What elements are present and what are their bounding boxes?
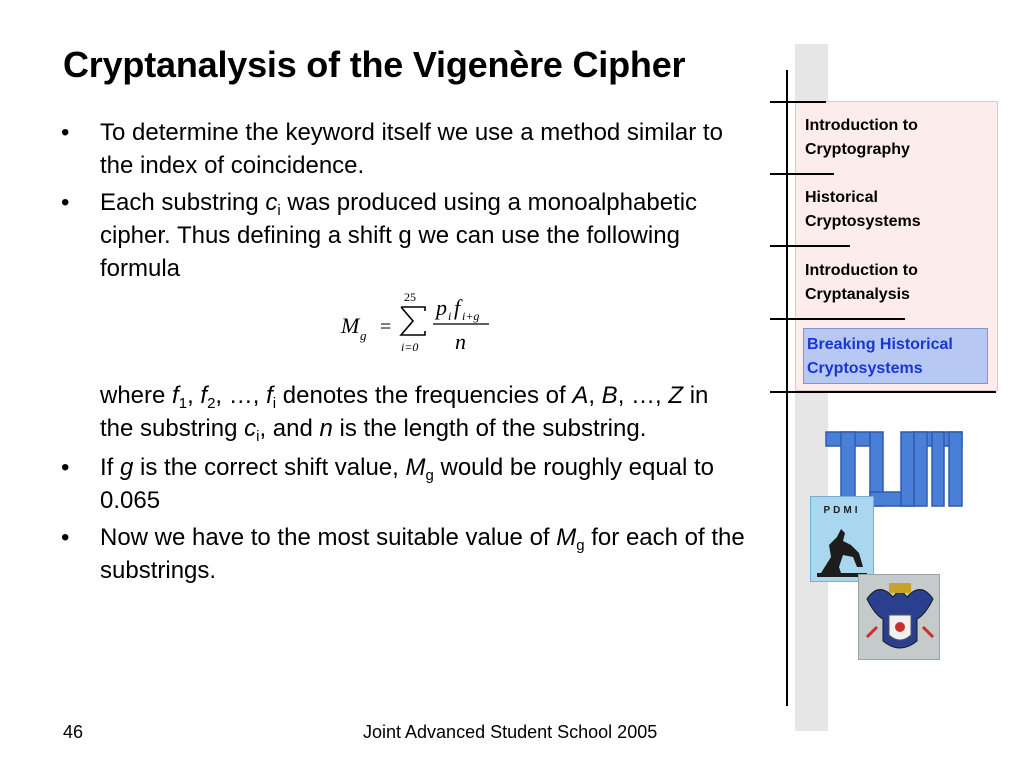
- bullet-dot: •: [61, 524, 70, 551]
- formula-block: [57, 289, 747, 373]
- formula-lower-bound: i=0: [401, 340, 419, 354]
- nav-item-intro-cryptanalysis[interactable]: [805, 259, 918, 307]
- page-number: 46: [63, 722, 84, 742]
- bullet-item: • Now we have to the most suitable value of $M_g$ for each of the substrings.: [57, 521, 747, 587]
- pdmi-logo: [810, 496, 874, 582]
- nav-item-label: Cryptanalysis: [805, 286, 910, 303]
- bullet-dot: •: [61, 189, 70, 216]
- nav-item-label: Breaking Historical: [807, 336, 953, 353]
- bullet-item: [57, 116, 747, 182]
- where-paragraph: where $f_1$, $f_2$, …, $f_i$ denotes the frequencies of A, B, …, Z in the substring $c_i$, and n is the length of the substring.: [100, 382, 709, 445]
- bullet-item: • If g is the correct shift value, $M_g$ would be roughly equal to 0.065: [57, 451, 747, 517]
- nav-divider: [770, 318, 905, 320]
- bullet-text: Each substring: [100, 189, 266, 216]
- horse-rider-icon: [811, 523, 873, 579]
- bullet-dot: •: [61, 119, 70, 146]
- vertical-rule: [786, 70, 788, 706]
- nav-divider: [770, 391, 996, 393]
- sigma-icon: [401, 307, 425, 335]
- slide-body: [57, 116, 747, 591]
- sum-formula: [337, 289, 537, 369]
- nav-item-label: Cryptosystems: [807, 360, 923, 377]
- nav-item-label: Cryptosystems: [805, 213, 921, 230]
- pdmi-logo-text: PDMI: [823, 505, 861, 516]
- formula-equals: =: [380, 316, 392, 338]
- eagle-crest-icon: [859, 575, 940, 660]
- footer-text: Joint Advanced Student School 2005: [363, 722, 658, 742]
- formula-num-f-sub: i+g: [462, 309, 480, 323]
- formula-lhs-sub: g: [360, 328, 367, 343]
- crest-logo: [858, 574, 940, 660]
- nav-item-label: Historical: [805, 189, 878, 206]
- formula-num-p: p: [436, 295, 447, 320]
- formula-num-f: f: [454, 295, 461, 320]
- bullet-text: To determine the keyword itself we use a method similar to the index of coincidence.: [100, 119, 723, 179]
- bullet-item: [57, 186, 747, 285]
- formula-lhs: M: [341, 313, 360, 338]
- formula-num-p-sub: i: [448, 309, 452, 323]
- nav-item-label: Introduction to: [805, 117, 918, 134]
- formula-denominator: n: [455, 329, 466, 354]
- nav-divider: [770, 245, 850, 247]
- nav-item-historical-cryptosystems[interactable]: [805, 186, 921, 234]
- formula-upper-bound: 25: [404, 290, 416, 304]
- nav-item-intro-cryptography[interactable]: [805, 114, 918, 162]
- var-c: c: [265, 189, 278, 216]
- bullet-text: was produced using a monoalphabetic cipher. Thus defining a shift g we can use the following formula: [100, 189, 698, 282]
- nav-divider: [770, 101, 826, 103]
- nav-item-label: Introduction to: [805, 262, 918, 279]
- nav-item-label: Cryptography: [805, 141, 910, 158]
- subscript: i: [277, 202, 281, 219]
- nav-divider: [770, 173, 834, 175]
- slide-title: Cryptanalysis of the Vigenère Cipher: [63, 44, 686, 85]
- bullet-dot: •: [61, 454, 70, 481]
- nav-item-breaking-historical[interactable]: [803, 328, 988, 384]
